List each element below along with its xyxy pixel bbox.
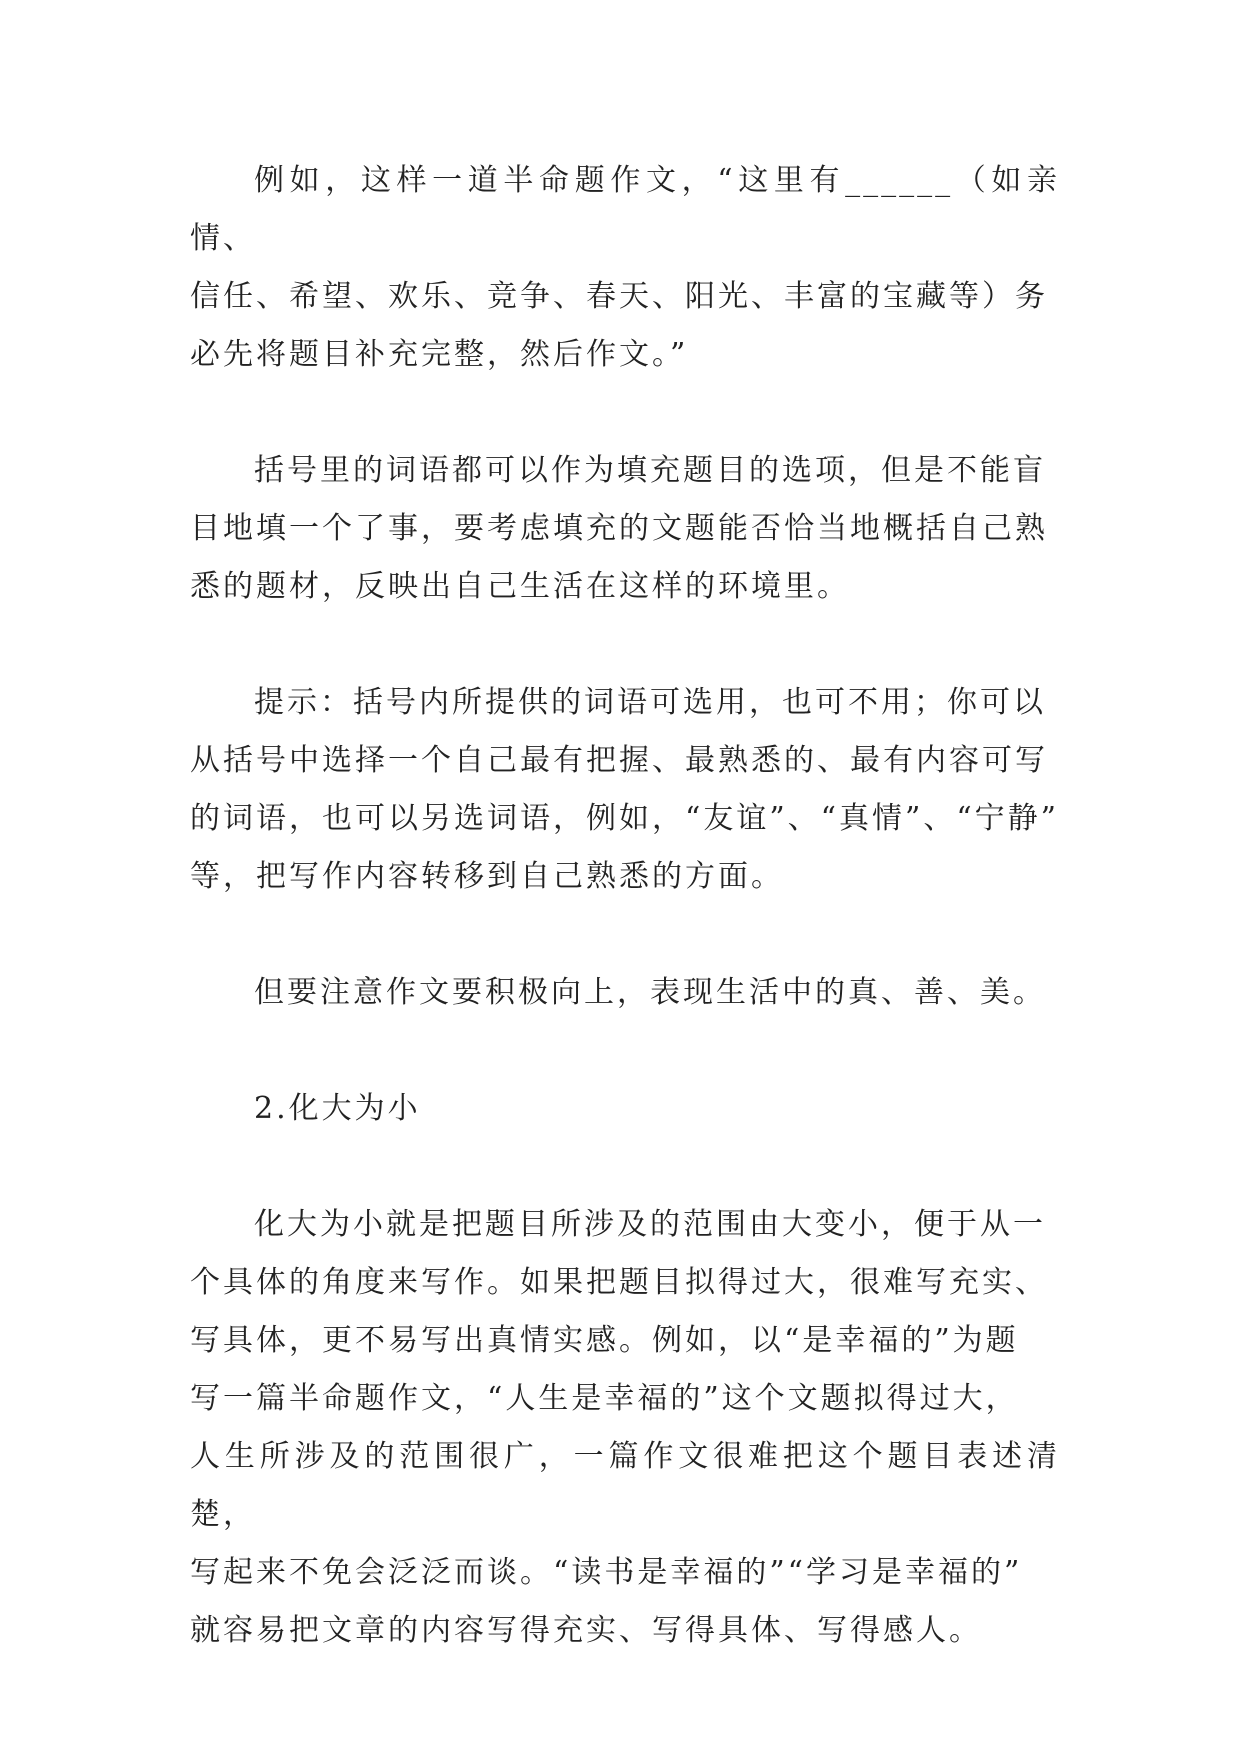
text-line: 就容易把文章的内容写得充实、写得具体、写得感人。 (190, 1613, 982, 1648)
text-line: 悉的题材，反映出自己生活在这样的环境里。 (190, 569, 850, 604)
paragraph-narrow-scope (190, 1196, 1060, 1660)
text-line: 写一篇半命题作文，“人生是幸福的”这个文题拟得过大， (190, 1381, 1019, 1416)
text-line: 的词语，也可以另选词语，例如，“友谊”、“真情”、“宁静” (190, 801, 1060, 836)
text-line: 写起来不免会泛泛而谈。“读书是幸福的”“学习是幸福的” (190, 1555, 1023, 1590)
text-line: 信任、希望、欢乐、竞争、春天、阳光、丰富的宝藏等）务 (190, 279, 1048, 314)
text-line: 个具体的角度来写作。如果把题目拟得过大，很难写充实、 (190, 1265, 1048, 1300)
text-line: 必先将题目补充完整，然后作文。” (190, 337, 689, 372)
document-body (190, 152, 1060, 1660)
text-line: 从括号中选择一个自己最有把握、最熟悉的、最有内容可写 (190, 743, 1048, 778)
text-line: 提示：括号内所提供的词语可选用，也可不用；你可以 (254, 685, 1046, 720)
text-line: 但要注意作文要积极向上，表现生活中的真、善、美。 (254, 975, 1046, 1010)
text-line: 例如，这样一道半命题作文，“这里有______（如亲情、 (190, 163, 1060, 256)
paragraph-bracket-words (190, 442, 1060, 616)
paragraph-example (190, 152, 1060, 384)
text-line: 人生所涉及的范围很广，一篇作文很难把这个题目表述清楚， (190, 1439, 1060, 1532)
text-line: 等，把写作内容转移到自己熟悉的方面。 (190, 859, 784, 894)
text-line: 目地填一个了事，要考虑填充的文题能否恰当地概括自己熟 (190, 511, 1048, 546)
text-line: 化大为小就是把题目所涉及的范围由大变小，便于从一 (254, 1207, 1046, 1242)
heading-text: 2.化大为小 (254, 1091, 421, 1126)
text-line: 括号里的词语都可以作为填充题目的选项，但是不能盲 (254, 453, 1046, 488)
paragraph-note (190, 964, 1060, 1022)
section-heading (190, 1080, 1060, 1138)
paragraph-hint (190, 674, 1060, 906)
text-line: 写具体，更不易写出真情实感。例如，以“是幸福的”为题 (190, 1323, 1019, 1358)
